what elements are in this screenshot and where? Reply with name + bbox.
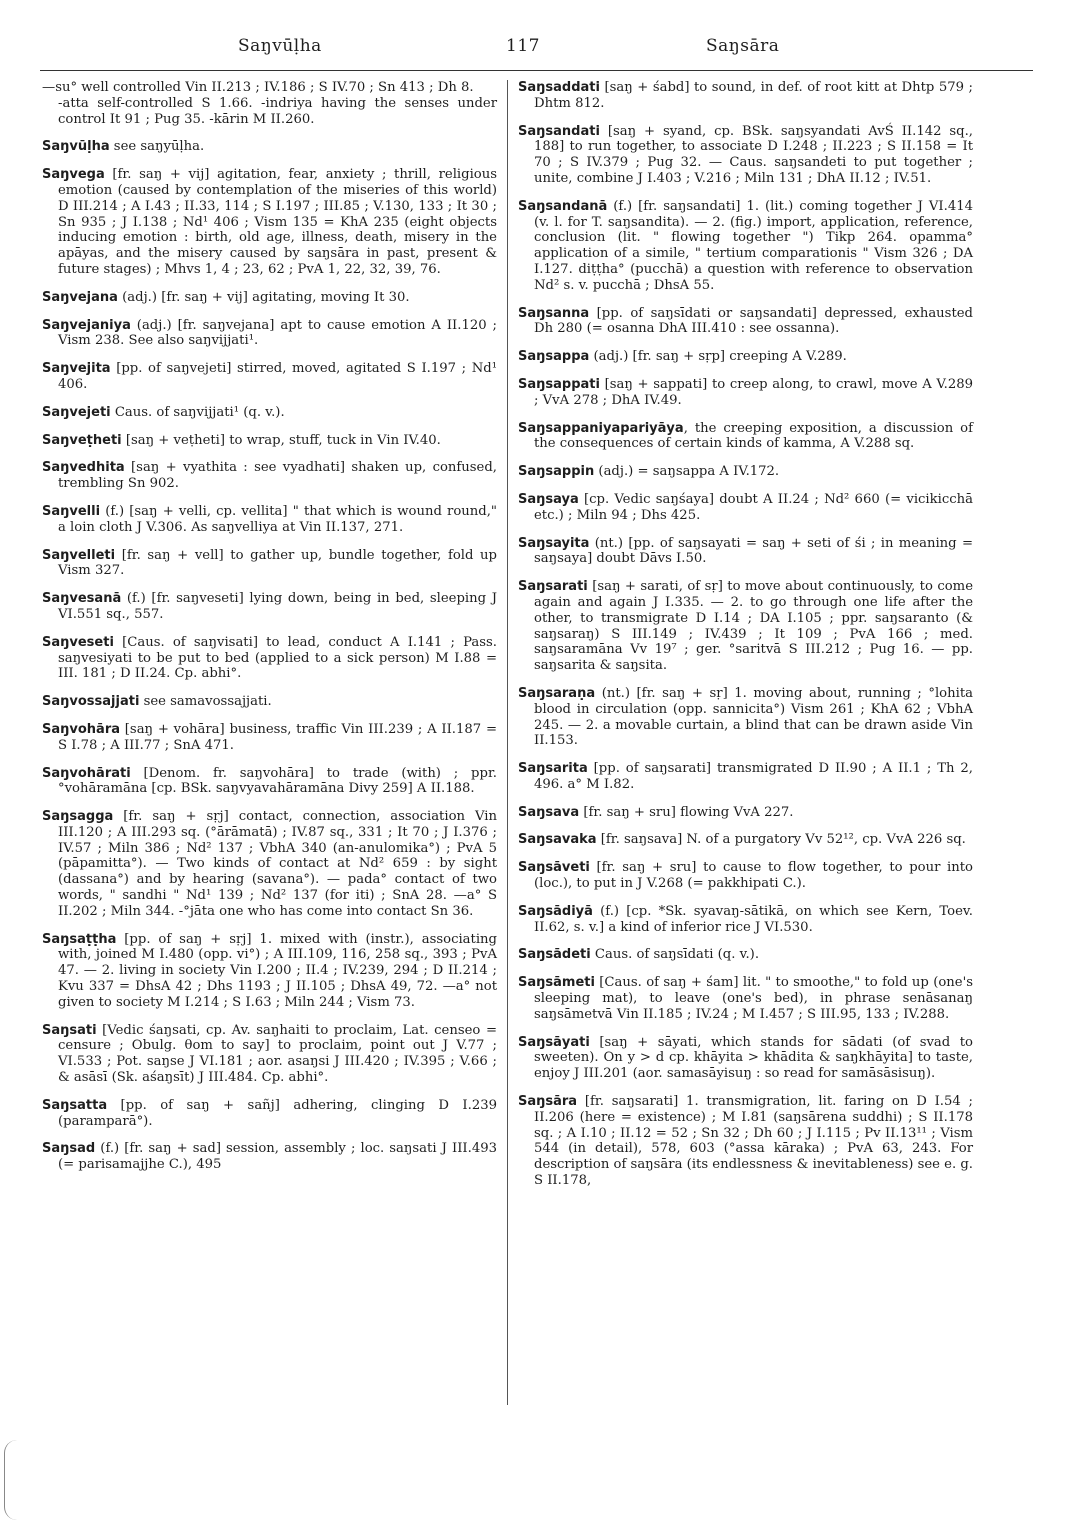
entry-definition: , the creeping exposition, a discussion of the consequences of certain kinds of kamma, A V.288 sq.	[534, 420, 973, 452]
entry-definition: (adj.) [fr. saŋ + sṛp] creeping A V.289.	[589, 349, 847, 365]
entry-headword: Saŋsaya	[518, 491, 579, 507]
entry-definition: (f.) [fr. saŋveseti] lying down, being in bed, sleeping J VI.551 sq., 557.	[58, 591, 497, 622]
right-column	[518, 80, 973, 1201]
header-right-guideword: Saŋsāra	[706, 36, 780, 56]
entry-definition: [Caus. of saŋvisati] to lead, conduct A I.141 ; Pass. saŋvesiyati to be put to bed (applied to a sick person) M I.88 = III. 181 ; D II.24. Cp. abhi°.	[58, 634, 497, 682]
entry-headword: Saŋvejeti	[42, 404, 111, 420]
entry-headword: Saŋsaṭṭha	[42, 931, 117, 947]
entry-definition: (nt.) [fr. saŋ + sṛ] 1. moving about, running ; °lohita blood in circulation (opp. sannicita°) Vism 261 ; KhA 62 ; VbhA 245. — 2. a movable curtain, a blind that can be drawn aside Vin II.153.	[534, 685, 973, 749]
dictionary-entry	[518, 761, 973, 793]
dictionary-entry	[518, 1035, 973, 1082]
entry-definition: (adj.) [fr. saŋ + vij] agitating, moving It 30.	[117, 289, 410, 305]
entry-headword: Saŋsādeti	[518, 947, 591, 963]
dictionary-entry	[42, 80, 497, 127]
dictionary-entry	[518, 805, 973, 821]
entry-definition: Caus. of saŋsīdati (q. v.).	[590, 947, 760, 963]
dictionary-entry	[518, 199, 973, 294]
entry-headword: Saŋsaraṇa	[518, 685, 596, 701]
entry-definition: [fr. saŋ + vell] to gather up, bundle together, fold up Vism 327.	[58, 547, 497, 579]
entry-definition: (f.) [cp. *Sk. syavaŋ-sātikā, on which see Kern, Toev. II.62, s. v.] a kind of inferior rice J VI.530.	[534, 903, 973, 935]
dictionary-entry	[42, 1098, 497, 1130]
dictionary-entry	[42, 167, 497, 278]
entry-headword: Saŋvega	[42, 167, 105, 183]
header-rule	[40, 70, 1033, 71]
entry-headword: Saŋsappati	[518, 376, 600, 392]
entry-headword: Saŋvesanā	[42, 591, 122, 607]
entry-definition: [pp. of saŋsīdati or saŋsandati] depressed, exhausted Dh 280 (= osanna DhA III.410 : see ossanna).	[534, 305, 973, 337]
running-header	[40, 36, 1033, 72]
entry-headword: Saŋsayita	[518, 535, 590, 551]
dictionary-entry	[518, 832, 973, 848]
entry-definition: [fr. saŋsava] N. of a purgatory Vv 52¹², cp. VvA 226 sq.	[596, 832, 966, 848]
entry-headword: Saŋvelli	[42, 503, 101, 519]
dictionary-entry	[42, 139, 497, 155]
dictionary-entry	[42, 635, 497, 682]
dictionary-entry	[42, 932, 497, 1011]
dictionary-entry	[518, 579, 973, 674]
entry-headword: Saŋsarita	[518, 761, 588, 777]
entry-definition: [pp. of saŋ + sañj] adhering, clinging D I.239 (paramparā°).	[58, 1097, 497, 1129]
entry-headword: Saŋvohārati	[42, 765, 131, 781]
entry-definition: [saŋ + syand, cp. BSk. saŋsyandati AvŚ II.142 sq., 188] to run together, to associate D I.248 ; II.223 ; S II.158 = It 70 ; S IV.379 ; Pug 32. — Caus. saŋsandeti to put together ; unite, combine J I.403 ; V.216 ; Miln 131 ; DhA II.12 ; IV.51.	[534, 123, 973, 186]
dictionary-entry	[42, 361, 497, 393]
entry-definition: [fr. saŋ + sru] flowing VvA 227.	[579, 804, 794, 820]
entry-definition: [saŋ + śabd] to sound, in def. of root kitt at Dhtp 579 ; Dhtm 812.	[534, 80, 973, 111]
entry-definition: see samavossajjati.	[139, 694, 272, 710]
entry-headword: Saŋsāyati	[518, 1034, 590, 1050]
entry-headword: Saŋveṭheti	[42, 432, 122, 448]
entry-definition: [Denom. fr. saŋvohāra] to trade (with) ; ppr. °vohāramāna [cp. BSk. saŋvyavahāramāna Divy 259] A II.188.	[58, 765, 497, 797]
entry-headword: Saŋsappaniyapariyāya	[518, 420, 684, 436]
entry-definition: (f.) [saŋ + velli, cp. vellita] " that which is wound round," a loin cloth J V.306. As saŋvelliya at Vin II.137, 271.	[58, 503, 497, 535]
dictionary-entry	[42, 694, 497, 710]
entry-definition: [fr. saŋsarati] 1. transmigration, lit. faring on D I.54 ; II.206 (here = existence) ; M I.81 (saŋsārena suddhi) ; S II.178 sq. ; A I.10 ; II.12 = 52 ; Sn 32 ; Dh 60 ; J I.115 ; Pv II.13¹¹ ; Vism 544 (in detail), 578, 603 (°assa kāraka) ; PvA 63, 243. For description of saŋsāra (its endlessness & inevitableness) see e. g. S II.178,	[534, 1094, 973, 1189]
entry-headword: Saŋveseti	[42, 634, 114, 650]
dictionary-entry	[42, 504, 497, 536]
column-divider	[507, 80, 508, 1405]
header-left-guideword: Saŋvūḷha	[238, 36, 322, 56]
left-column	[42, 80, 497, 1185]
dictionary-entry	[42, 766, 497, 798]
entry-definition: [fr. saŋ + vij] agitation, fear, anxiety ; thrill, religious emotion (caused by contemplation of the miseries of this world) D III.214 ; A I.43 ; II.33, 114 ; S I.197 ; III.85 ; V.130, 133 ; It 30 ; Sn 935 ; J I.138 ; Nd¹ 406 ; Vism 135 = KhA 235 (eight objects inducing emotion : birth, old age, illness, death, misery in the apāyas, and the misery caused by saŋsāra in past, present & future stages) ; Mhvs 1, 4 ; 23, 62 ; PvA 1, 22, 32, 39, 76.	[58, 167, 497, 277]
dictionary-entry	[518, 904, 973, 936]
entry-headword: Saŋvossajjati	[42, 694, 140, 710]
entry-headword: Saŋsati	[42, 1022, 97, 1038]
entry-definition: [saŋ + sarati, of sṛ] to move about continuously, to come again and again J I.335. — 2. to go through one life after the other, to transmigrate D I.14 ; DA I.105 ; ppr. saŋsaranto (& saŋsaraŋ) S III.149 ; IV.439 ; It 109 ; PvA 166 ; med. saŋsaramāna Vv 19⁷ ; ger. °saritvā S III.212 ; Pug 16. — pp. saŋsarita & saŋsita.	[534, 579, 973, 674]
entry-definition: Caus. of saŋvijjati¹ (q. v.).	[110, 404, 285, 420]
entry-definition: [pp. of saŋ + sṛj] 1. mixed with (instr.), associating with, joined M I.480 (opp. vi°) ; A III.109, 116, 258 sq., 393 ; PvA 47. — 2. living in society Vin I.200 ; II.4 ; IV.239, 294 ; D II.214 ; Kvu 337 = DhsA 42 ; Dhs 1193 ; J II.105 ; DhsA 49, 72. —a° not given to society M I.214 ; S I.63 ; Miln 244 ; Vism 73.	[58, 931, 497, 1010]
entry-headword: Saŋvejana	[42, 289, 118, 305]
entry-headword: Saŋvohāra	[42, 721, 121, 737]
entry-definition: [pp. of saŋvejeti] stirred, moved, agitated S I.197 ; Nd¹ 406.	[58, 361, 497, 392]
entry-definition: [Vedic śaŋsati, cp. Av. saŋhaiti to proclaim, Lat. censeo = censure ; Obulg. θom to say] to proclaim, point out J V.77 ; VI.533 ; Pot. saŋse J VI.181 ; aor. asaŋsi J III.420 ; IV.395 ; V.66 ; & asāsī (Sk. aśaŋsīt) J III.484. Cp. abhi°.	[58, 1022, 497, 1086]
entry-headword: Saŋsarati	[518, 579, 588, 595]
entry-definition: [fr. saŋ + sru] to cause to flow together, to pour into (loc.), to put in J V.268 (= pakkhipati C.).	[534, 860, 973, 892]
entry-headword: Saŋsad	[42, 1141, 96, 1157]
entry-definition: (f.) [fr. saŋ + sad] session, assembly ; loc. saŋsati J III.493 (= parisamajjhe C.), 495	[58, 1141, 497, 1173]
dictionary-entry	[42, 809, 497, 920]
entry-headword: Saŋsanna	[518, 305, 590, 321]
dictionary-entry	[518, 975, 973, 1022]
dictionary-entry	[518, 80, 973, 112]
entry-headword: Saŋsāra	[518, 1094, 578, 1110]
dictionary-entry	[518, 464, 973, 480]
entry-definition: (adj.) [fr. saŋvejana] apt to cause emotion A II.120 ; Vism 238. See also saŋvijjati¹.	[58, 317, 497, 349]
entry-headword: Saŋsava	[518, 804, 580, 820]
entry-definition: [Caus. of saŋ + śam] lit. " to smoothe," to fold up (one's sleeping mat), to leave (one's bed), in phrase senāsanaŋ saŋsāmetvā Vin II.185 ; IV.24 ; M I.457 ; S III.95, 133 ; IV.288.	[534, 975, 973, 1022]
entry-headword: Saŋsagga	[42, 809, 114, 825]
dictionary-entry	[518, 349, 973, 365]
entry-definition: (f.) [fr. saŋsandati] 1. (lit.) coming together J VI.414 (v. l. for T. saŋsandita). — 2. (fig.) import, application, reference, conclusion (lit. " flowing together ") Tikp 264. opamma° application of a simile, " tertium comparationis " Vism 326 ; DA I.127. diṭṭha° (pucchā) a question with reference to observation Nd² s. v. pucchā ; DhsA 55.	[534, 198, 973, 293]
dictionary-entry	[42, 722, 497, 754]
entry-headword: Saŋsāmeti	[518, 975, 595, 991]
entry-headword: Saŋvejita	[42, 361, 111, 377]
entry-headword: Saŋsappa	[518, 349, 590, 365]
page-number: 117	[506, 36, 540, 56]
dictionary-entry	[42, 1023, 497, 1086]
dictionary-entry	[42, 318, 497, 350]
dictionary-entry	[42, 433, 497, 449]
entry-headword: Saŋsappin	[518, 464, 595, 480]
dictionary-entry	[518, 421, 973, 453]
entry-definition: [saŋ + sāyati, which stands for sādati (of svad to sweeten). On y > d cp. khāyita > khādita & saŋkhāyita] to taste, enjoy J III.201 (aor. samasāyisuŋ : so read for samāsāsisuŋ).	[534, 1034, 973, 1082]
entry-definition: [saŋ + sappati] to creep along, to crawl, move A V.289 ; VvA 278 ; DhA IV.49.	[534, 376, 973, 408]
entry-definition: see saŋyūḷha.	[109, 139, 205, 155]
dictionary-entry	[42, 290, 497, 306]
entry-definition: [fr. saŋ + sṛj] contact, connection, association Vin III.120 ; A III.293 sq. (°ārāmatā) ; IV.87 sq., 331 ; It 70 ; J I.376 ; IV.57 ; Miln 386 ; Nd² 137 ; VbhA 340 (an-anulomika°) ; PvA 5 (pāpamitta°). — Two kinds of contact at Nd² 659 : by sight (dassana°) and by hearing (savana°). — pada° contact of two words, " sandhi " Nd¹ 139 ; Nd² 137 (for iti) ; SnA 28. —a° S II.202 ; Miln 344. -°jāta one who has come into contact Sn 36.	[58, 809, 497, 919]
dictionary-entry	[42, 460, 497, 492]
dictionary-entry	[518, 860, 973, 892]
entry-headword: Saŋvejaniya	[42, 317, 131, 333]
entry-definition: [cp. Vedic saŋśaya] doubt A II.24 ; Nd² 660 (= vicikicchā etc.) ; Miln 94 ; Dhs 425.	[534, 491, 973, 523]
entry-headword: Saŋvedhita	[42, 460, 125, 476]
entry-definition: [saŋ + veṭheti] to wrap, stuff, tuck in Vin IV.40.	[121, 432, 441, 448]
entry-headword: Saŋsāveti	[518, 860, 590, 876]
entry-headword: Saŋsandati	[518, 123, 600, 139]
dictionary-entry	[518, 536, 973, 568]
dictionary-entry	[518, 124, 973, 187]
entry-headword: Saŋvelleti	[42, 547, 116, 563]
entry-definition: (adj.) = saŋsappa A IV.172.	[594, 464, 780, 480]
entry-headword: Saŋsaddati	[518, 80, 600, 95]
dictionary-entry	[518, 377, 973, 409]
entry-definition: [saŋ + vyathita : see vyadhati] shaken up, confused, trembling Sn 902.	[58, 460, 497, 492]
entry-headword: Saŋvūḷha	[42, 139, 110, 155]
dictionary-entry	[518, 1094, 973, 1189]
entry-headword: Saŋsandanā	[518, 198, 608, 214]
entry-headword: Saŋsādiyā	[518, 903, 593, 919]
entry-headword: Saŋsatta	[42, 1097, 108, 1113]
margin-mark	[4, 1440, 17, 1520]
entry-definition: (nt.) [pp. of saŋsayati = saŋ + seti of śi ; in meaning = saŋsaya] doubt Dāvs I.50.	[534, 535, 973, 567]
dictionary-entry	[42, 405, 497, 421]
dictionary-entry	[518, 947, 973, 963]
dictionary-entry	[42, 1141, 497, 1173]
dictionary-entry	[518, 492, 973, 524]
dictionary-entry	[518, 686, 973, 749]
dictionary-entry	[42, 548, 497, 580]
entry-definition: [saŋ + vohāra] business, traffic Vin III.239 ; A II.187 = S I.78 ; A III.77 ; SnA 471.	[58, 721, 497, 753]
dictionary-entry	[518, 306, 973, 338]
entry-definition: —su° well controlled Vin II.213 ; IV.186 ; S IV.70 ; Sn 413 ; Dh 8. -atta self-controlled S 1.66. -indriya having the senses under control It 91 ; Pug 35. -kārin M II.260.	[42, 80, 497, 127]
entry-definition: [pp. of saŋsarati] transmigrated D II.90 ; A II.1 ; Th 2, 496. a° M I.82.	[534, 761, 973, 792]
dictionary-entry	[42, 591, 497, 623]
entry-headword: Saŋsavaka	[518, 832, 597, 848]
